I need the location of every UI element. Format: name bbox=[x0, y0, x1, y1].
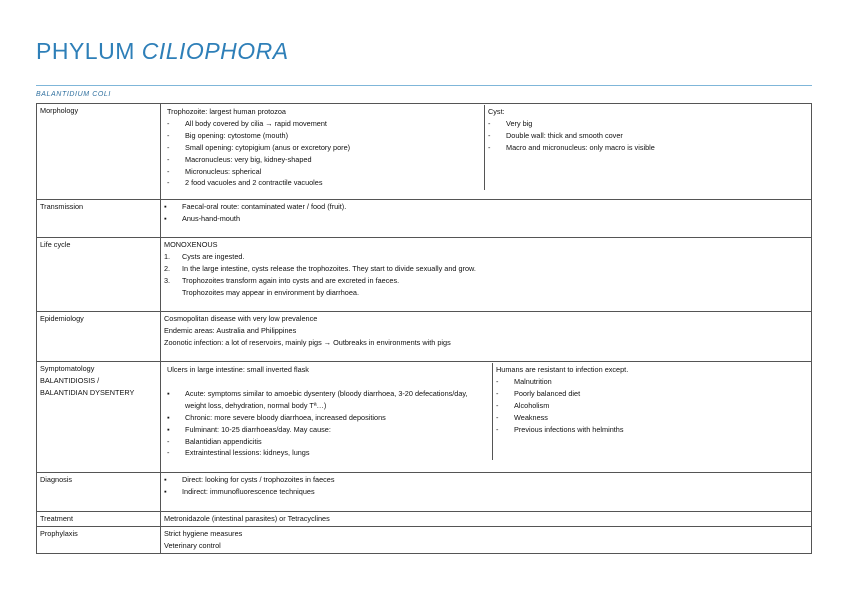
list-item: ▪ Indirect: immunofluorescence techniques bbox=[164, 486, 808, 498]
label-line: BALANTIDIAN DYSENTERY bbox=[40, 387, 135, 397]
forms-list bbox=[167, 388, 489, 436]
list-item: ▪ Direct: looking for cysts / trophozoites in faeces bbox=[164, 474, 808, 486]
list-item: ▪ Anus-hand-mouth bbox=[164, 213, 808, 225]
ulcers-cell bbox=[164, 363, 493, 460]
text-line: Cosmopolitan disease with very low prevalence bbox=[164, 314, 318, 323]
cyst-list bbox=[488, 118, 805, 154]
ulcers-heading: Ulcers in large intestine: small inverted flask bbox=[167, 365, 309, 374]
morphology-split bbox=[164, 105, 808, 190]
row-label: Prophylaxis bbox=[37, 526, 161, 553]
symptomatology-label bbox=[37, 362, 161, 473]
transmission-list bbox=[164, 201, 808, 225]
page-title bbox=[36, 38, 289, 65]
title-rule bbox=[36, 85, 812, 86]
label-line: BALANTIDIOSIS / bbox=[40, 375, 100, 385]
life-cycle-note: Trophozoites may appear in environment by diarrhoea. bbox=[182, 287, 359, 297]
prophylaxis-cell bbox=[161, 526, 812, 553]
text-line: Endemic areas: Australia and Philippines bbox=[164, 325, 297, 335]
list-item: - Weakness bbox=[496, 412, 805, 424]
row-epidemiology bbox=[37, 312, 812, 362]
row-label: Life cycle bbox=[37, 238, 161, 312]
list-item: - Alcoholism bbox=[496, 400, 805, 412]
list-item: - Extraintestinal lessions: kidneys, lungs bbox=[167, 447, 489, 459]
title-italic: CILIOPHORA bbox=[141, 38, 289, 64]
morphology-cell bbox=[161, 104, 812, 200]
row-diagnosis bbox=[37, 473, 812, 512]
row-label: Transmission bbox=[37, 200, 161, 238]
list-item: ▪ Faecal-oral route: contaminated water / food (fruit). bbox=[164, 201, 808, 213]
row-prophylaxis bbox=[37, 526, 812, 553]
diagnosis-cell bbox=[161, 473, 812, 512]
text-line: Veterinary control bbox=[164, 540, 221, 550]
resistance-cell bbox=[493, 363, 809, 460]
list-item: - All body covered by cilia → rapid movement bbox=[167, 118, 481, 130]
trophozoite-heading: Trophozoite: largest human protozoa bbox=[167, 107, 286, 116]
list-item: ▪ Chronic: more severe bloody diarrhoea, increased depositions bbox=[167, 412, 489, 424]
life-cycle-steps bbox=[164, 251, 808, 287]
title-prefix: PHYLUM bbox=[36, 38, 142, 64]
info-table bbox=[36, 103, 812, 554]
trophozoite-list bbox=[167, 118, 481, 189]
list-item: - Previous infections with helminths bbox=[496, 424, 805, 436]
list-item bbox=[164, 251, 808, 263]
text-line: Zoonotic infection: a lot of reservoirs, mainly pigs → Outbreaks in environments with pigs bbox=[164, 337, 451, 347]
list-item: - Very big bbox=[488, 118, 805, 130]
step-text: In the large intestine, cysts release the trophozoites. They start to divide sexually and grow. bbox=[182, 263, 476, 273]
life-cycle-heading: MONOXENOUS bbox=[164, 240, 218, 249]
row-symptomatology bbox=[37, 362, 812, 473]
cyst-cell bbox=[485, 105, 809, 190]
row-label: Epidemiology bbox=[37, 312, 161, 362]
section-subtitle: BALANTIDIUM COLI bbox=[36, 91, 111, 98]
row-life-cycle bbox=[37, 238, 812, 312]
epidemiology-cell bbox=[161, 312, 812, 362]
list-item: - Small opening: cytopigium (anus or excretory pore) bbox=[167, 142, 481, 154]
list-item: - Malnutrition bbox=[496, 376, 805, 388]
step-number: 1. bbox=[164, 251, 171, 261]
list-item: - Poorly balanced diet bbox=[496, 388, 805, 400]
step-text: Trophozoites transform again into cysts and are excreted in faeces. bbox=[182, 275, 400, 285]
row-label: Treatment bbox=[37, 512, 161, 527]
complications-list bbox=[167, 436, 489, 460]
row-morphology bbox=[37, 104, 812, 200]
row-transmission bbox=[37, 200, 812, 238]
list-item: - 2 food vacuoles and 2 contractile vacuoles bbox=[167, 177, 481, 189]
life-cycle-cell bbox=[161, 238, 812, 312]
row-treatment bbox=[37, 512, 812, 527]
list-item: - Macro and micronucleus: only macro is visible bbox=[488, 142, 805, 154]
list-item: ▪ Fulminant: 10-25 diarrhoeas/day. May cause: bbox=[167, 424, 489, 436]
step-text: Cysts are ingested. bbox=[182, 251, 245, 261]
row-label: Morphology bbox=[37, 104, 161, 200]
step-number: 2. bbox=[164, 263, 171, 273]
cyst-heading: Cyst: bbox=[488, 107, 505, 116]
list-item bbox=[164, 263, 808, 275]
list-item: - Double wall: thick and smooth cover bbox=[488, 130, 805, 142]
symptomatology-split bbox=[164, 363, 808, 460]
text-line: Strict hygiene measures bbox=[164, 528, 243, 538]
transmission-cell bbox=[161, 200, 812, 238]
spacer bbox=[167, 376, 489, 388]
resistance-heading: Humans are resistant to infection except. bbox=[496, 365, 629, 374]
list-item: - Macronucleus: very big, kidney-shaped bbox=[167, 154, 481, 166]
diagnosis-list bbox=[164, 474, 808, 498]
trophozoite-cell bbox=[164, 105, 485, 190]
list-item: ▪ Acute: symptoms similar to amoebic dysentery (bloody diarrhoea, 3-20 defecations/day, weight loss, dehydration, normal body Tª…) bbox=[167, 388, 489, 412]
symptomatology-cell bbox=[161, 362, 812, 473]
list-item: - Micronucleus: spherical bbox=[167, 166, 481, 178]
row-label: Diagnosis bbox=[37, 473, 161, 512]
list-item: - Balantidian appendicitis bbox=[167, 436, 489, 448]
list-item: - Big opening: cytostome (mouth) bbox=[167, 130, 481, 142]
risk-list bbox=[496, 376, 805, 436]
step-number: 3. bbox=[164, 275, 171, 285]
list-item bbox=[164, 275, 808, 287]
treatment-cell: Metronidazole (intestinal parasites) or Tetracyclines bbox=[161, 512, 812, 527]
label-line: Symptomatology bbox=[40, 364, 95, 373]
